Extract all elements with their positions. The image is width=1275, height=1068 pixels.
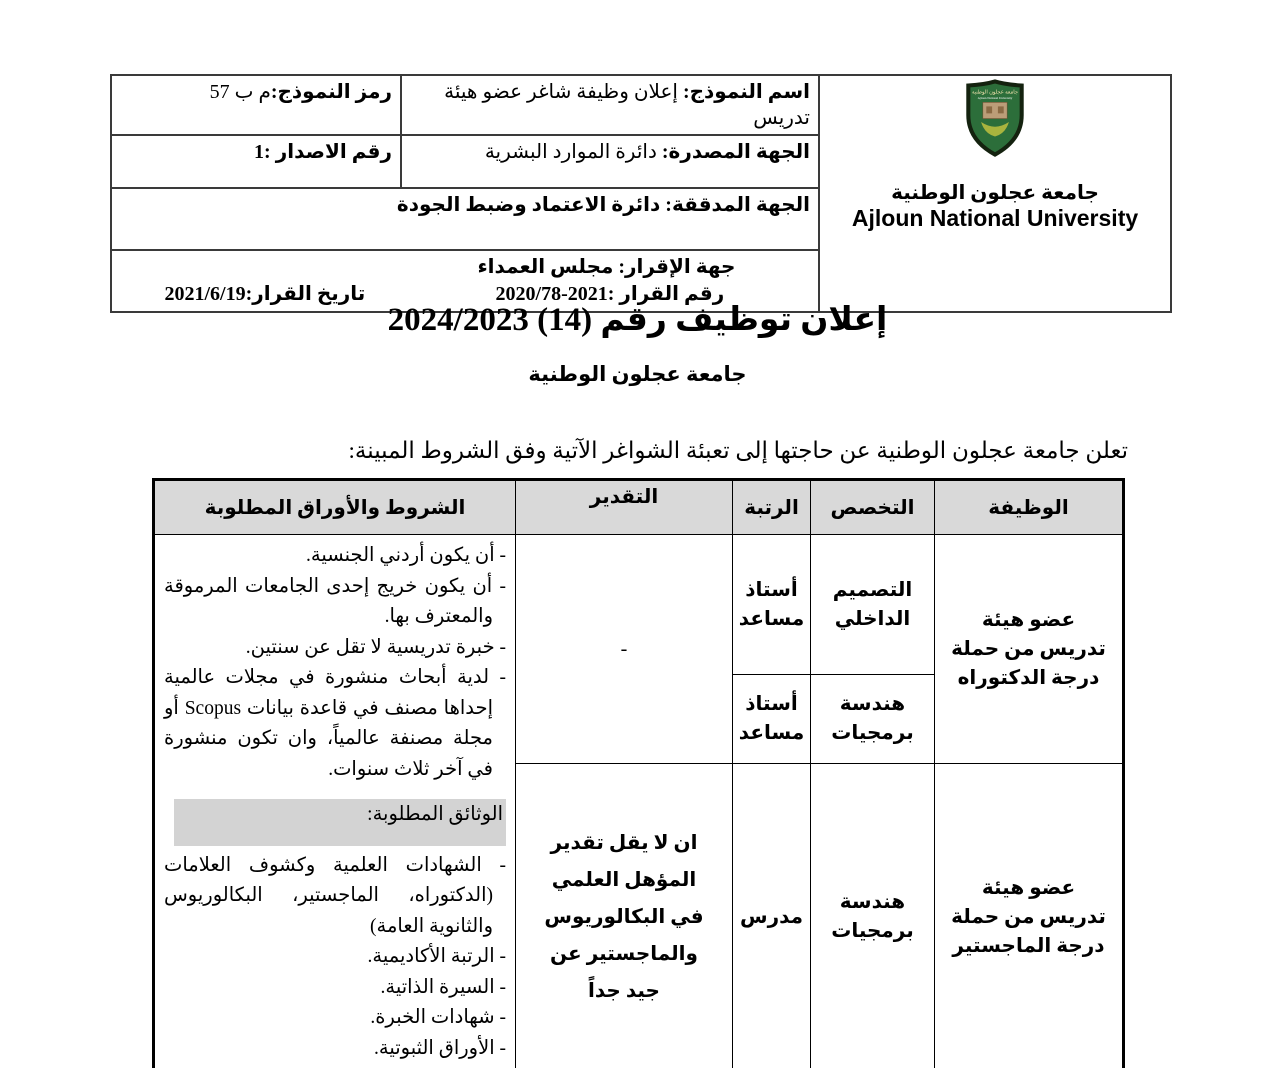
table-row — [154, 535, 1124, 675]
announcement-intro: تعلن جامعة عجلون الوطنية عن حاجتها إلى تعبئة الشواغر الآتية وفق الشروط المبينة: — [348, 438, 1128, 463]
list-item: - أن يكون خريج إحدى الجامعات المرموقة والمعترف بها. — [164, 575, 506, 627]
logo-small-arabic-text: جامعة عجلون الوطنية — [971, 89, 1019, 96]
announcement-title: إعلان توظيف رقم (14) 2024/2023 — [387, 302, 888, 338]
university-logo — [828, 79, 1162, 232]
rank-lecturer-cell: مدرس — [733, 764, 811, 1068]
vacancies-header-row — [154, 480, 1124, 535]
university-shield-icon — [966, 79, 1024, 157]
documents-list — [164, 851, 506, 1065]
vacancies-table — [152, 478, 1125, 1068]
list-item: - الأوراق الثبوتية. — [373, 1037, 506, 1059]
logo-small-english-text: Ajloun National University — [977, 95, 1013, 100]
header-rank: الرتبة — [733, 480, 811, 535]
rank-assistant-prof-cell-2: أستاذ مساعد — [733, 675, 811, 764]
university-logo-cell — [819, 75, 1171, 312]
form-name-label: اسم النموذج: — [682, 81, 810, 103]
form-name-cell — [401, 75, 819, 135]
grade-masters-cell: ان لا يقل تقدير المؤهل العلمي في البكالوريوس والماجستير عن جيد جداً — [516, 764, 733, 1068]
header-specialization: التخصص — [811, 480, 935, 535]
job-doctorate-cell: عضو هيئة تدريس من حملة درجة الدكتوراه — [935, 535, 1124, 764]
list-item: - شهادات الخبرة. — [370, 1007, 506, 1028]
form-code-value: م ب 57 — [209, 81, 271, 103]
grade-doctorate-cell: - — [516, 535, 733, 764]
header-job: الوظيفة — [935, 480, 1124, 535]
university-name-arabic: جامعة عجلون الوطنية — [891, 182, 1099, 204]
list-item: - الرتبة الأكاديمية. — [367, 946, 506, 967]
list-item: - لدية أبحاث منشورة في مجلات عالمية إحداها مصنف في قاعدة بيانات Scopus أو مجلة مصنفة عالمياً، وان تكون منشورة في آخر ثلاث سنوات. — [164, 667, 506, 780]
list-item: - السيرة الذاتية. — [380, 976, 506, 998]
announcement-university: جامعة عجلون الوطنية — [528, 362, 747, 386]
spec-software-eng-cell-2: هندسة برمجيات — [811, 764, 935, 1068]
list-item: - خبرة تدريسية لا تقل عن سنتين. — [245, 636, 506, 658]
list-item: - الشهادات العلمية وكشوف العلامات (الدكتوراه، الماجستير، البكالوريوس والثانوية العامة) — [164, 854, 506, 937]
header-requirements: الشروط والأوراق المطلوبة — [154, 480, 516, 535]
issuer-value: دائرة الموارد البشرية — [484, 141, 662, 163]
spec-software-eng-cell-1: هندسة برمجيات — [811, 675, 935, 764]
university-name-english: Ajloun National University — [851, 205, 1139, 231]
form-code-cell — [111, 75, 401, 135]
requirements-cell — [154, 535, 516, 1068]
approval-authority: جهة الإقرار: مجلس العمداء — [477, 256, 736, 278]
issue-number-cell: رقم الاصدار :1 — [111, 135, 401, 188]
auditor-cell — [111, 188, 819, 250]
auditor-value: دائرة الاعتماد وضبط الجودة — [396, 194, 666, 216]
documents-heading: الوثائق المطلوبة: — [174, 799, 506, 846]
form-name-value: إعلان وظيفة شاغر عضو هيئة تدريس — [444, 81, 810, 129]
auditor-label: الجهة المدققة: — [665, 194, 810, 216]
form-header-table — [110, 74, 1172, 313]
issuer-label: الجهة المصدرة: — [661, 141, 810, 163]
issuer-cell — [401, 135, 819, 188]
decision-date: تاريخ القرار:2021/6/19 — [164, 283, 366, 305]
decision-number: رقم القرار :2021-2020/78 — [495, 283, 725, 305]
header-grade: التقدير — [516, 480, 733, 535]
conditions-list — [164, 541, 506, 785]
form-code-label: رمز النموذج: — [270, 81, 392, 103]
spec-interior-design-cell: التصميم الداخلي — [811, 535, 935, 675]
list-item: - أن يكون أردني الجنسية. — [306, 545, 506, 566]
rank-assistant-prof-cell-1: أستاذ مساعد — [733, 535, 811, 675]
job-masters-cell: عضو هيئة تدريس من حملة درجة الماجستير — [935, 764, 1124, 1068]
